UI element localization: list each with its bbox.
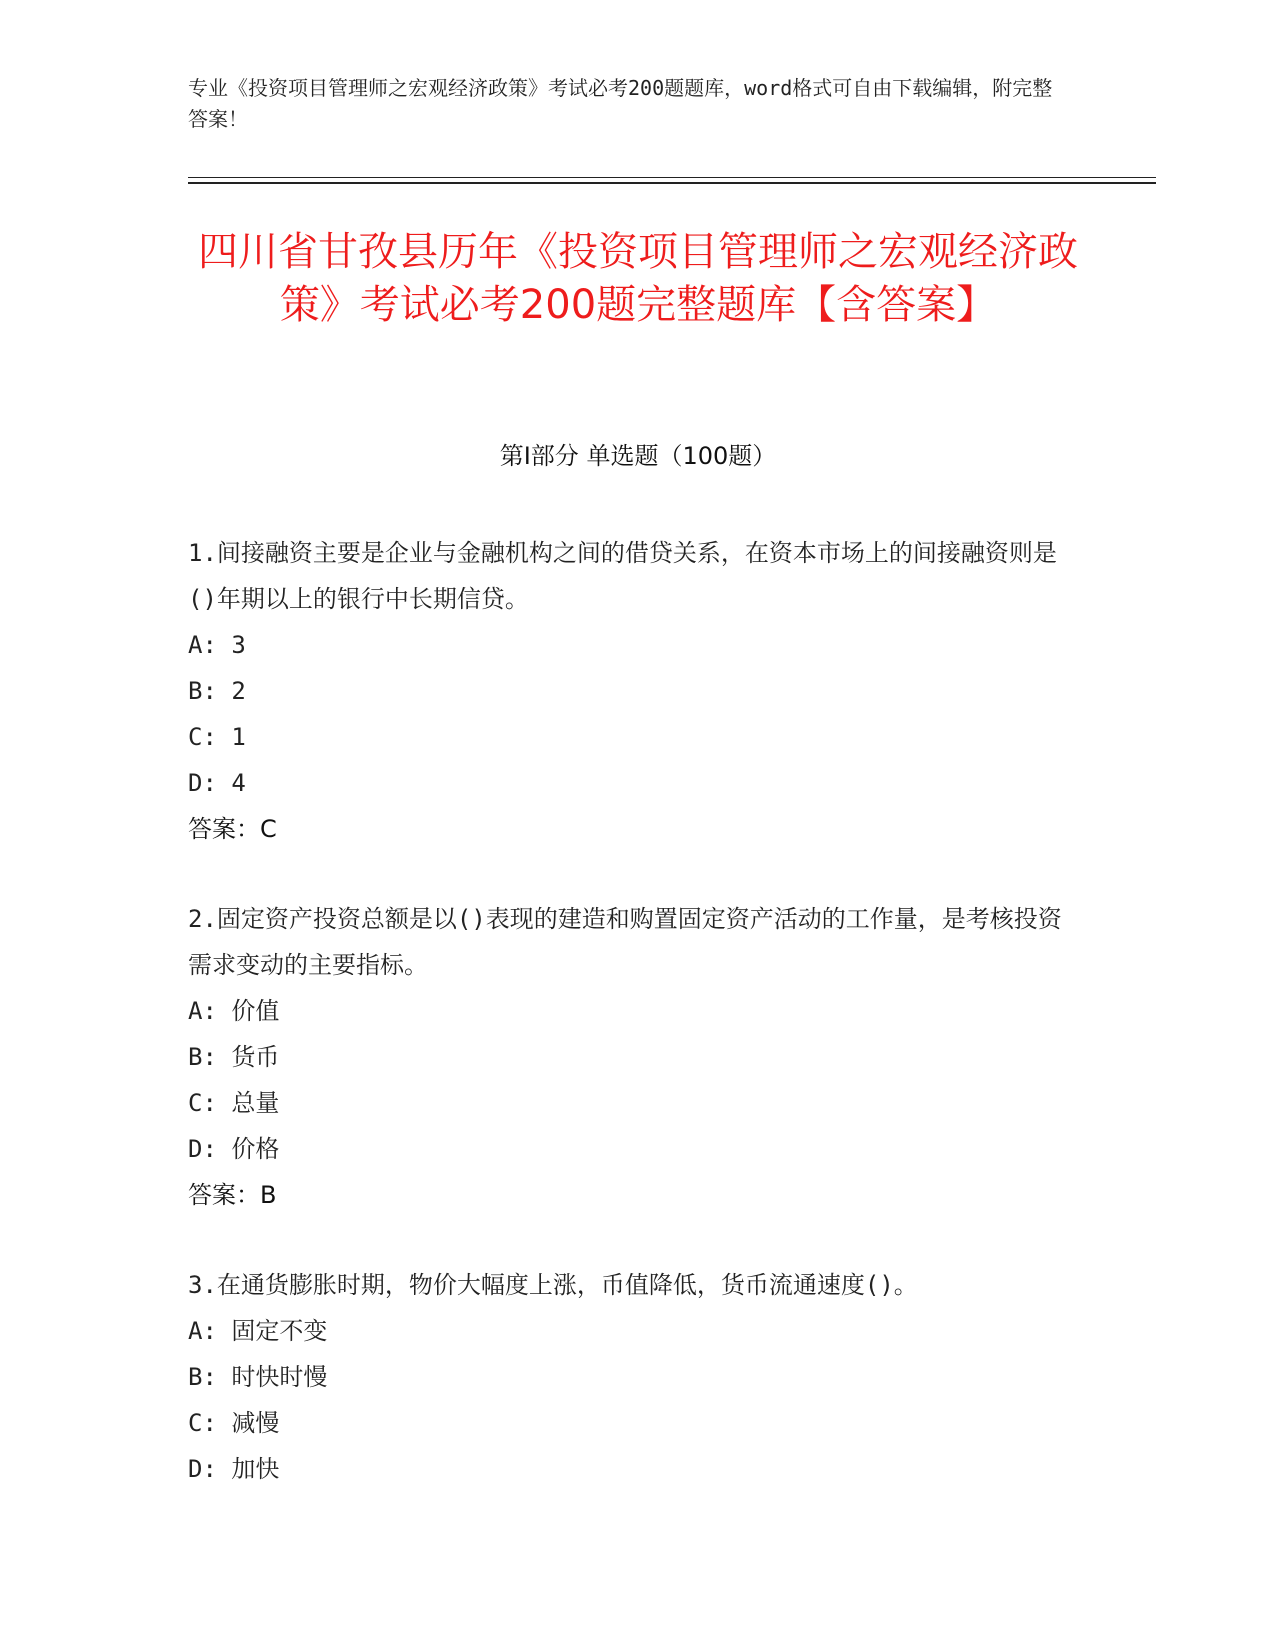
answer-line: 答案：B [188,1181,277,1209]
document-title: 四川省甘孜县历年《投资项目管理师之宏观经济政策》考试必考200题完整题库【含答案】 [198,229,1078,328]
option-b: B: 2 [188,677,246,705]
option-d: D: 4 [188,769,246,797]
option-d: D: 价格 [188,1135,280,1163]
option-c: C: 减慢 [188,1409,280,1437]
option-c: C: 总量 [188,1089,280,1117]
option-d: D: 加快 [188,1455,280,1483]
question-1 [188,530,1068,852]
option-b: B: 时快时慢 [188,1363,328,1391]
header-note: 专业《投资项目管理师之宏观经济政策》考试必考200题题库，word格式可自由下载编辑，附完整答案！ [188,76,1053,131]
header-divider-thick [188,182,1156,184]
question-spacer [188,1218,1068,1262]
section-title: 第Ⅰ部分 单选题（100题） [499,442,777,470]
question-list [188,530,1068,1492]
question-spacer [188,852,1068,896]
option-c: C: 1 [188,723,246,751]
question-stem: 1.间接融资主要是企业与金融机构之间的借贷关系，在资本市场上的间接融资则是()年期以上的银行中长期信贷。 [188,539,1057,613]
header-divider-thin [188,177,1156,178]
question-stem: 3.在通货膨胀时期，物价大幅度上涨，币值降低，货币流通速度()。 [188,1271,918,1299]
option-a: A: 固定不变 [188,1317,328,1345]
question-3 [188,1262,1068,1492]
option-b: B: 货币 [188,1043,280,1071]
question-stem: 2.固定资产投资总额是以()表现的建造和购置固定资产活动的工作量，是考核投资需求变动的主要指标。 [188,905,1062,979]
question-2 [188,896,1068,1218]
answer-line: 答案：C [188,815,277,843]
option-a: A: 3 [188,631,246,659]
option-a: A: 价值 [188,997,280,1025]
